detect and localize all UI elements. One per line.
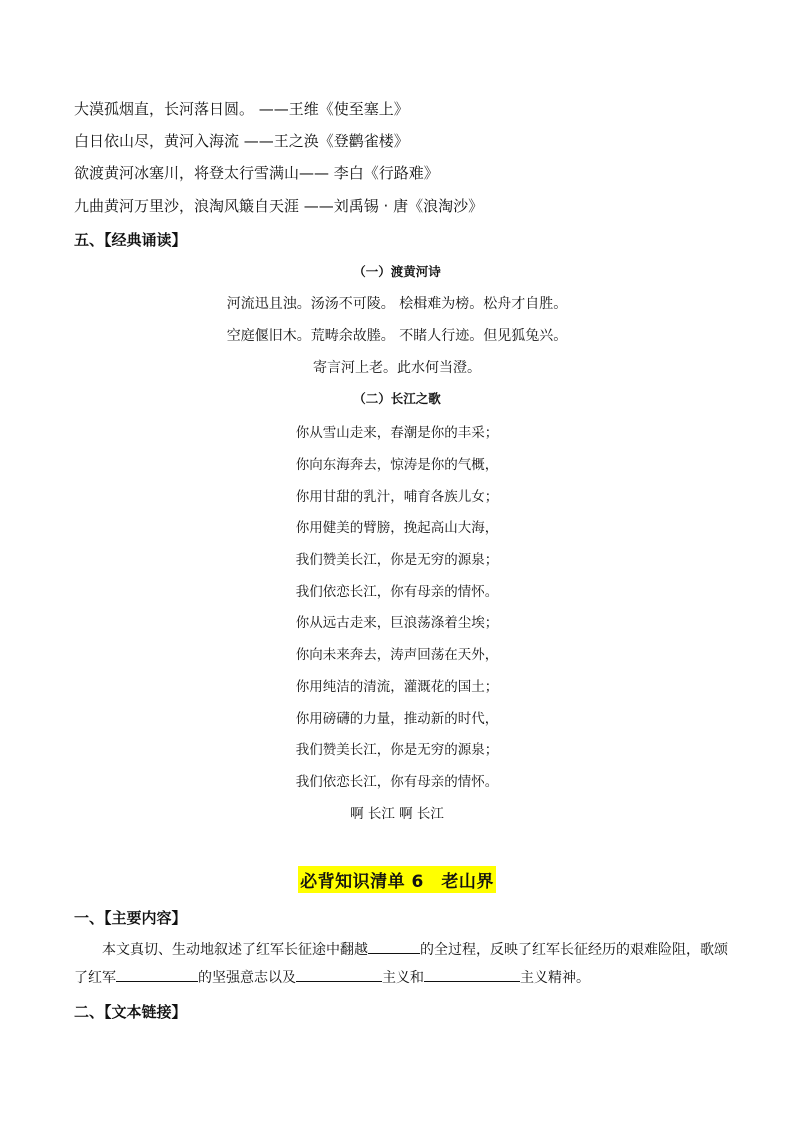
fill-blank-2[interactable]	[116, 967, 198, 982]
heading-text-link: 二、【文本链接】	[74, 1003, 187, 1021]
para-text-d: 主义和	[382, 970, 424, 986]
para-text-e: 主义精神。	[520, 970, 590, 986]
heading-main-content: 一、【主要内容】	[74, 909, 187, 927]
song-line: 你向未来奔去，涛声回荡在天外，	[295, 647, 499, 663]
section-title-wrap	[0, 866, 794, 893]
quote-line-2: 白日依山尽，黄河入海流 ——王之涣《登鹳雀楼》	[74, 132, 409, 150]
song-line: 我们依恋长江，你有母亲的情怀。	[295, 584, 499, 600]
song-line: 你用纯洁的清流，灌溉花的国土；	[295, 679, 499, 695]
para-text-c: 的坚强意志以及	[198, 970, 296, 986]
quote-line-4: 九曲黄河万里沙，浪淘风簸自天涯 ——刘禹锡 · 唐《浪淘沙》	[74, 197, 484, 215]
song-line: 你向东海奔去，惊涛是你的气概，	[295, 457, 499, 473]
section-title-highlight: 必背知识清单 6 老山界	[298, 866, 496, 893]
quote-line-3: 欲渡黄河冰塞川，将登太行雪满山—— 李白《行路难》	[74, 164, 439, 182]
song-line: 你用健美的臂膀，挽起高山大海，	[295, 520, 499, 536]
para-text-b: 的全过程，反映了红军长征经历的艰难险阻，歌颂了红军	[74, 942, 728, 986]
poem-line: 寄言河上老。此水何当澄。	[313, 360, 481, 376]
quote-line-1: 大漠孤烟直，长河落日圆。 ——王维《使至塞上》	[74, 100, 409, 118]
poem-title-1: （一）渡黄河诗	[353, 264, 441, 279]
main-content-paragraph	[74, 936, 734, 992]
song-line: 我们依恋长江，你有母亲的情怀。	[295, 774, 499, 790]
song-line: 啊 长江 啊 长江	[350, 806, 444, 822]
song-line: 你从雪山走来，春潮是你的丰采；	[295, 425, 499, 441]
fill-blank-1[interactable]	[368, 939, 420, 954]
song-line: 你用磅礴的力量，推动新的时代，	[295, 711, 499, 727]
song-line: 我们赞美长江，你是无穷的源泉；	[295, 742, 499, 758]
song-line: 你从远古走来，巨浪荡涤着尘埃；	[295, 615, 499, 631]
fill-blank-3[interactable]	[296, 967, 382, 982]
song-line: 我们赞美长江，你是无穷的源泉；	[295, 552, 499, 568]
fill-blank-4[interactable]	[424, 967, 520, 982]
para-text-a: 本文真切、生动地叙述了红军长征途中翻越	[102, 942, 368, 958]
poem-line: 空庭偃旧木。荒畴余故塍。 不睹人行迹。但见狐兔兴。	[226, 328, 568, 344]
poem-title-2: （二）长江之歌	[353, 391, 441, 406]
section-heading-recitation: 五、【经典诵读】	[74, 231, 187, 249]
song-line: 你用甘甜的乳汁，哺育各族儿女；	[295, 489, 499, 505]
poem-line: 河流迅且浊。汤汤不可陵。 桧楫难为榜。松舟才自胜。	[226, 296, 568, 312]
